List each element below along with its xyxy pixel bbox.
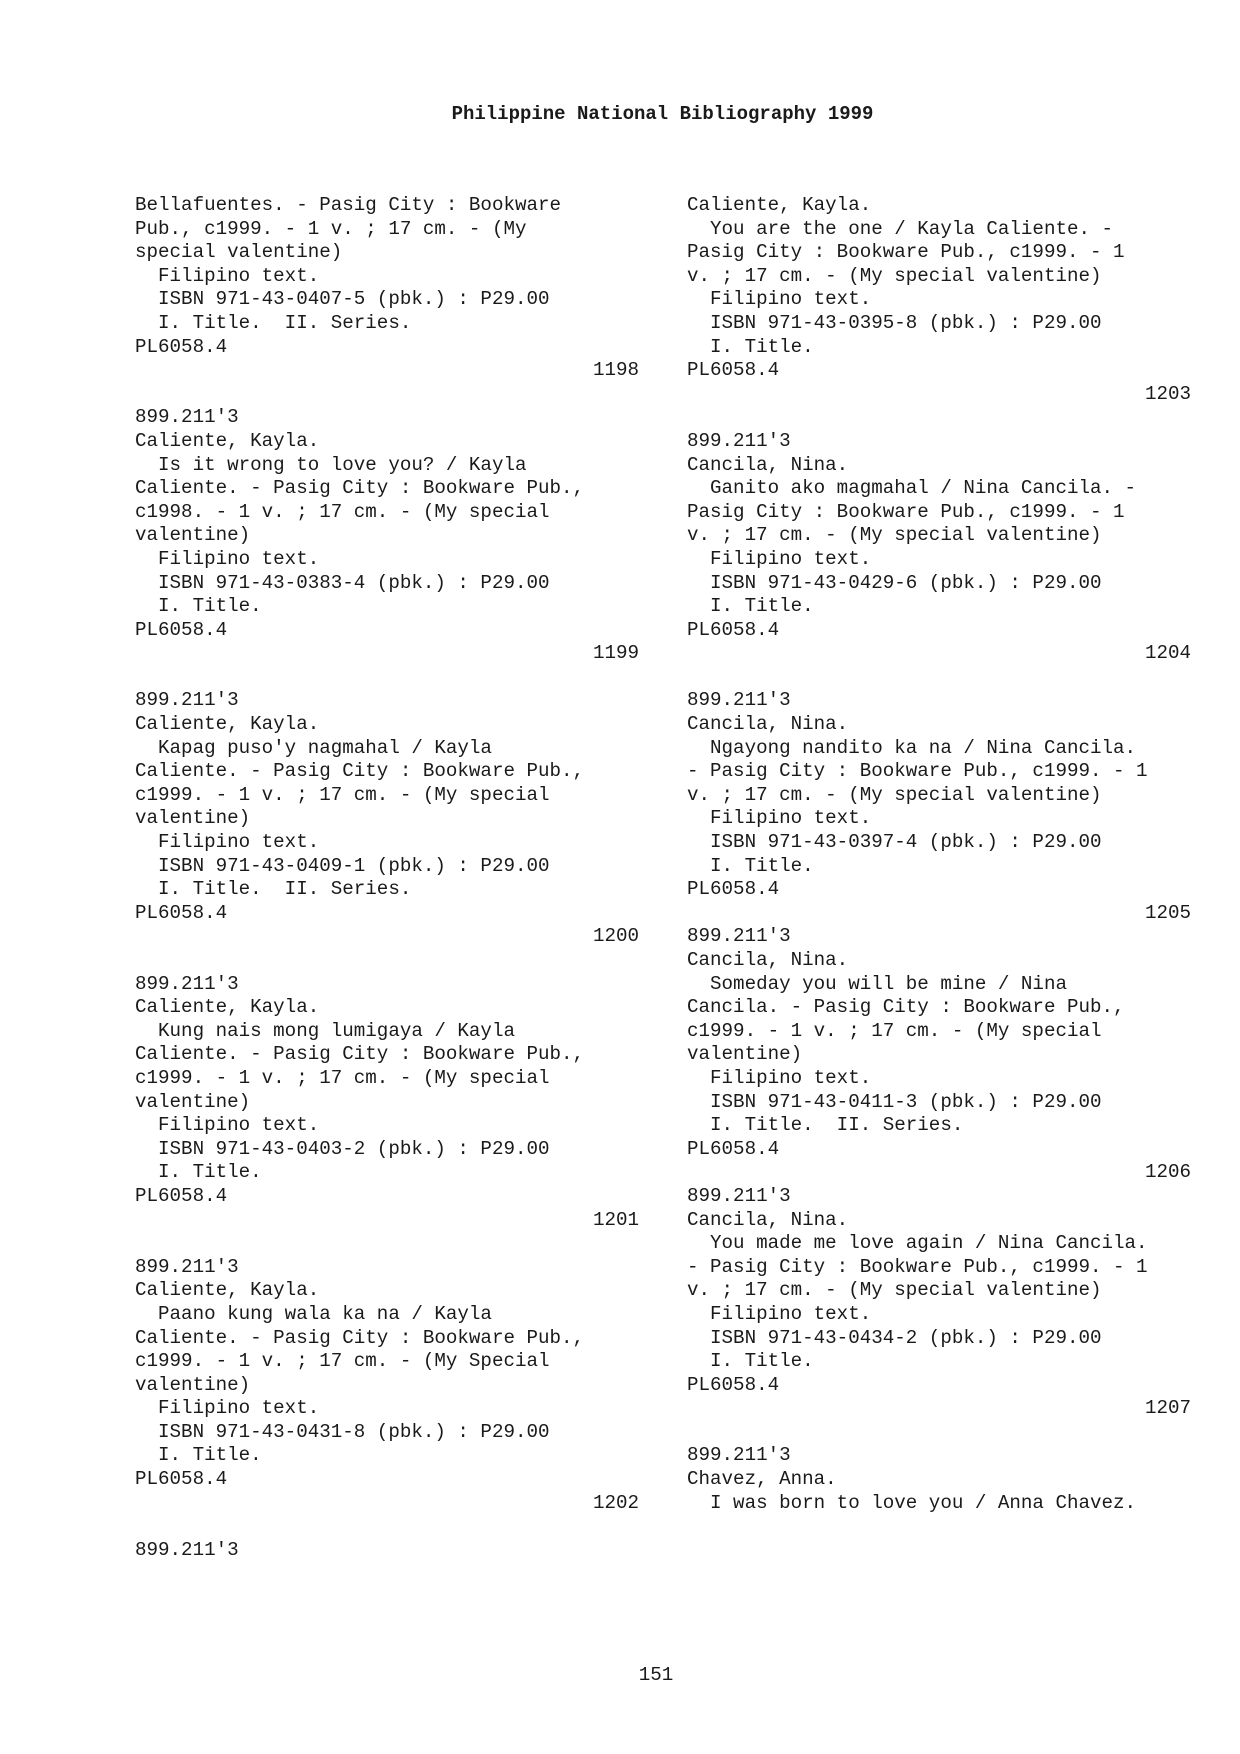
entry-line: I. Title.: [687, 1350, 814, 1373]
entry-line: valentine): [135, 524, 251, 547]
entry-number: 1201: [592, 1208, 639, 1231]
bibliography-entry: [687, 1444, 1191, 1515]
entry-line: ISBN 971-43-0431-8 (pbk.) : P29.00: [135, 1420, 550, 1443]
entry-line: You are the one / Kayla Caliente. -: [687, 217, 1114, 240]
bibliography-entry: [687, 689, 1191, 925]
entry-line: valentine): [135, 1373, 251, 1396]
bibliography-entry: [687, 194, 1191, 430]
entry-line: PL6058.4: [687, 878, 780, 901]
bibliography-entry: [135, 406, 639, 689]
entry-line: c1998. - 1 v. ; 17 cm. - (My special: [135, 500, 550, 523]
entry-line: Filipino text.: [135, 1397, 320, 1420]
entry-line: PL6058.4: [135, 618, 228, 641]
entry-line: - Pasig City : Bookware Pub., c1999. - 1: [687, 1255, 1148, 1278]
entry-line: I. Title.: [687, 335, 814, 358]
entry-line: ISBN 971-43-0403-2 (pbk.) : P29.00: [135, 1137, 550, 1160]
entry-line: Pasig City : Bookware Pub., c1999. - 1: [687, 241, 1125, 264]
left-column: [135, 194, 639, 1562]
entry-line: You made me love again / Nina Cancila.: [687, 1232, 1148, 1255]
entry-line: PL6058.4: [135, 1468, 228, 1491]
entry-spacer: [687, 1421, 1191, 1445]
entry-line: special valentine): [135, 241, 343, 264]
entry-line: Kapag puso'y nagmahal / Kayla: [135, 736, 492, 759]
entry-line: ISBN 971-43-0429-6 (pbk.) : P29.00: [687, 571, 1102, 594]
entry-line: 899.211'3: [687, 429, 791, 452]
entry-line: Pub., c1999. - 1 v. ; 17 cm. - (My: [135, 217, 527, 240]
entry-line: Pasig City : Bookware Pub., c1999. - 1: [687, 500, 1125, 523]
page-title: Philippine National Bibliography 1999: [451, 103, 874, 125]
entry-line: 899.211'3: [135, 972, 239, 995]
entry-line: 899.211'3: [135, 689, 239, 712]
entry-line: ISBN 971-43-0407-5 (pbk.) : P29.00: [135, 288, 550, 311]
entry-line: Caliente, Kayla.: [687, 194, 872, 216]
entry-line: Filipino text.: [687, 1302, 872, 1325]
entry-line: 899.211'3: [687, 689, 791, 712]
entry-line: valentine): [687, 1043, 803, 1066]
entry-spacer: [687, 666, 1191, 690]
entry-line: Cancila, Nina.: [687, 1208, 849, 1231]
entry-line: Caliente, Kayla.: [135, 1279, 320, 1302]
entry-line: Filipino text.: [687, 547, 872, 570]
entry-line: PL6058.4: [687, 618, 780, 641]
entry-line: 899.211'3: [687, 1444, 791, 1467]
page-number: 151: [638, 1664, 674, 1686]
entry-line: v. ; 17 cm. - (My special valentine): [687, 264, 1102, 287]
entry-line: Filipino text.: [135, 264, 320, 287]
entry-line: PL6058.4: [687, 1137, 780, 1160]
entry-spacer: [135, 1515, 639, 1539]
entry-number: 1207: [1144, 1397, 1191, 1420]
entry-line: PL6058.4: [687, 359, 780, 382]
entry-line: Caliente. - Pasig City : Bookware Pub.,: [135, 477, 585, 500]
entry-line: Filipino text.: [135, 547, 320, 570]
entry-line: PL6058.4: [135, 901, 228, 924]
entry-number: 1206: [1144, 1161, 1191, 1184]
entry-spacer: [135, 666, 639, 690]
entry-line: Ngayong nandito ka na / Nina Cancila.: [687, 736, 1137, 759]
entry-line: Filipino text.: [135, 831, 320, 854]
entry-line: Ganito ako magmahal / Nina Cancila. -: [687, 477, 1137, 500]
bibliography-entry: [135, 194, 639, 406]
entry-line: I. Title.: [135, 1161, 262, 1184]
bibliography-entry: [687, 1185, 1191, 1445]
entry-spacer: [135, 1232, 639, 1256]
entry-spacer: [135, 383, 639, 407]
entry-line: Chavez, Anna.: [687, 1468, 837, 1491]
entry-line: Caliente, Kayla.: [135, 996, 320, 1019]
entry-line: Cancila, Nina.: [687, 713, 849, 736]
entry-line: 899.211'3: [687, 1184, 791, 1207]
entry-line: 899.211'3: [135, 406, 239, 429]
entry-line: c1999. - 1 v. ; 17 cm. - (My special: [687, 1019, 1102, 1042]
entry-line: - Pasig City : Bookware Pub., c1999. - 1: [687, 760, 1148, 783]
entry-line: Kung nais mong lumigaya / Kayla: [135, 1019, 515, 1042]
entry-line: I. Title.: [135, 1444, 262, 1467]
entry-line: Filipino text.: [687, 1066, 872, 1089]
entry-line: Filipino text.: [135, 1114, 320, 1137]
entry-line: I. Title.: [687, 854, 814, 877]
entry-line: Caliente. - Pasig City : Bookware Pub.,: [135, 760, 585, 783]
entry-line: v. ; 17 cm. - (My special valentine): [687, 524, 1102, 547]
entry-line: Filipino text.: [687, 288, 872, 311]
entry-line: Caliente. - Pasig City : Bookware Pub.,: [135, 1326, 585, 1349]
bibliography-entry: [687, 430, 1191, 690]
entry-spacer: [135, 949, 639, 973]
bibliography-entry: [687, 925, 1191, 1185]
right-column: [687, 194, 1191, 1515]
entry-line: Someday you will be mine / Nina: [687, 972, 1067, 995]
entry-number: 1205: [1144, 901, 1191, 924]
entry-line: 899.211'3: [687, 925, 791, 948]
entry-line: 899.211'3: [135, 1255, 239, 1278]
entry-line: ISBN 971-43-0395-8 (pbk.) : P29.00: [687, 311, 1102, 334]
entry-line: Caliente. - Pasig City : Bookware Pub.,: [135, 1043, 585, 1066]
entry-line: PL6058.4: [687, 1373, 780, 1396]
entry-line: Filipino text.: [687, 807, 872, 830]
entry-line: Paano kung wala ka na / Kayla: [135, 1302, 492, 1325]
entry-line: I. Title.: [135, 595, 262, 618]
entry-line: I was born to love you / Anna Chavez.: [687, 1491, 1137, 1514]
entry-number: 1203: [1144, 382, 1191, 405]
entry-line: valentine): [135, 807, 251, 830]
entry-line: c1999. - 1 v. ; 17 cm. - (My special: [135, 783, 550, 806]
entry-line: I. Title.: [687, 595, 814, 618]
bibliography-entry: [135, 1539, 639, 1563]
entry-number: 1198: [592, 359, 639, 382]
entry-number: 1204: [1144, 642, 1191, 665]
entry-line: Caliente, Kayla.: [135, 713, 320, 736]
entry-line: ISBN 971-43-0397-4 (pbk.) : P29.00: [687, 831, 1102, 854]
entry-number: 1200: [592, 925, 639, 948]
bibliography-entry: [135, 689, 639, 972]
entry-line: Cancila, Nina.: [687, 453, 849, 476]
entry-line: ISBN 971-43-0411-3 (pbk.) : P29.00: [687, 1090, 1102, 1113]
entry-line: c1999. - 1 v. ; 17 cm. - (My Special: [135, 1350, 550, 1373]
entry-line: ISBN 971-43-0383-4 (pbk.) : P29.00: [135, 571, 550, 594]
entry-number: 1199: [592, 642, 639, 665]
entry-line: Caliente, Kayla.: [135, 429, 320, 452]
entry-number: 1202: [592, 1491, 639, 1514]
entry-line: I. Title. II. Series.: [135, 311, 412, 334]
bibliography-entry: [135, 1256, 639, 1539]
entry-line: c1999. - 1 v. ; 17 cm. - (My special: [135, 1066, 550, 1089]
entry-line: Is it wrong to love you? / Kayla: [135, 453, 527, 476]
entry-line: v. ; 17 cm. - (My special valentine): [687, 1279, 1102, 1302]
entry-line: Bellafuentes. - Pasig City : Bookware: [135, 194, 562, 216]
entry-spacer: [687, 406, 1191, 430]
entry-line: 899.211'3: [135, 1538, 239, 1561]
entry-line: Cancila. - Pasig City : Bookware Pub.,: [687, 996, 1125, 1019]
entry-line: v. ; 17 cm. - (My special valentine): [687, 783, 1102, 806]
entry-line: I. Title. II. Series.: [135, 878, 412, 901]
entry-line: PL6058.4: [135, 1184, 228, 1207]
entry-line: ISBN 971-43-0434-2 (pbk.) : P29.00: [687, 1326, 1102, 1349]
entry-line: I. Title. II. Series.: [687, 1114, 964, 1137]
entry-line: Cancila, Nina.: [687, 949, 849, 971]
entry-line: ISBN 971-43-0409-1 (pbk.) : P29.00: [135, 854, 550, 877]
bibliography-entry: [135, 973, 639, 1256]
entry-line: PL6058.4: [135, 335, 228, 358]
entry-line: valentine): [135, 1090, 251, 1113]
